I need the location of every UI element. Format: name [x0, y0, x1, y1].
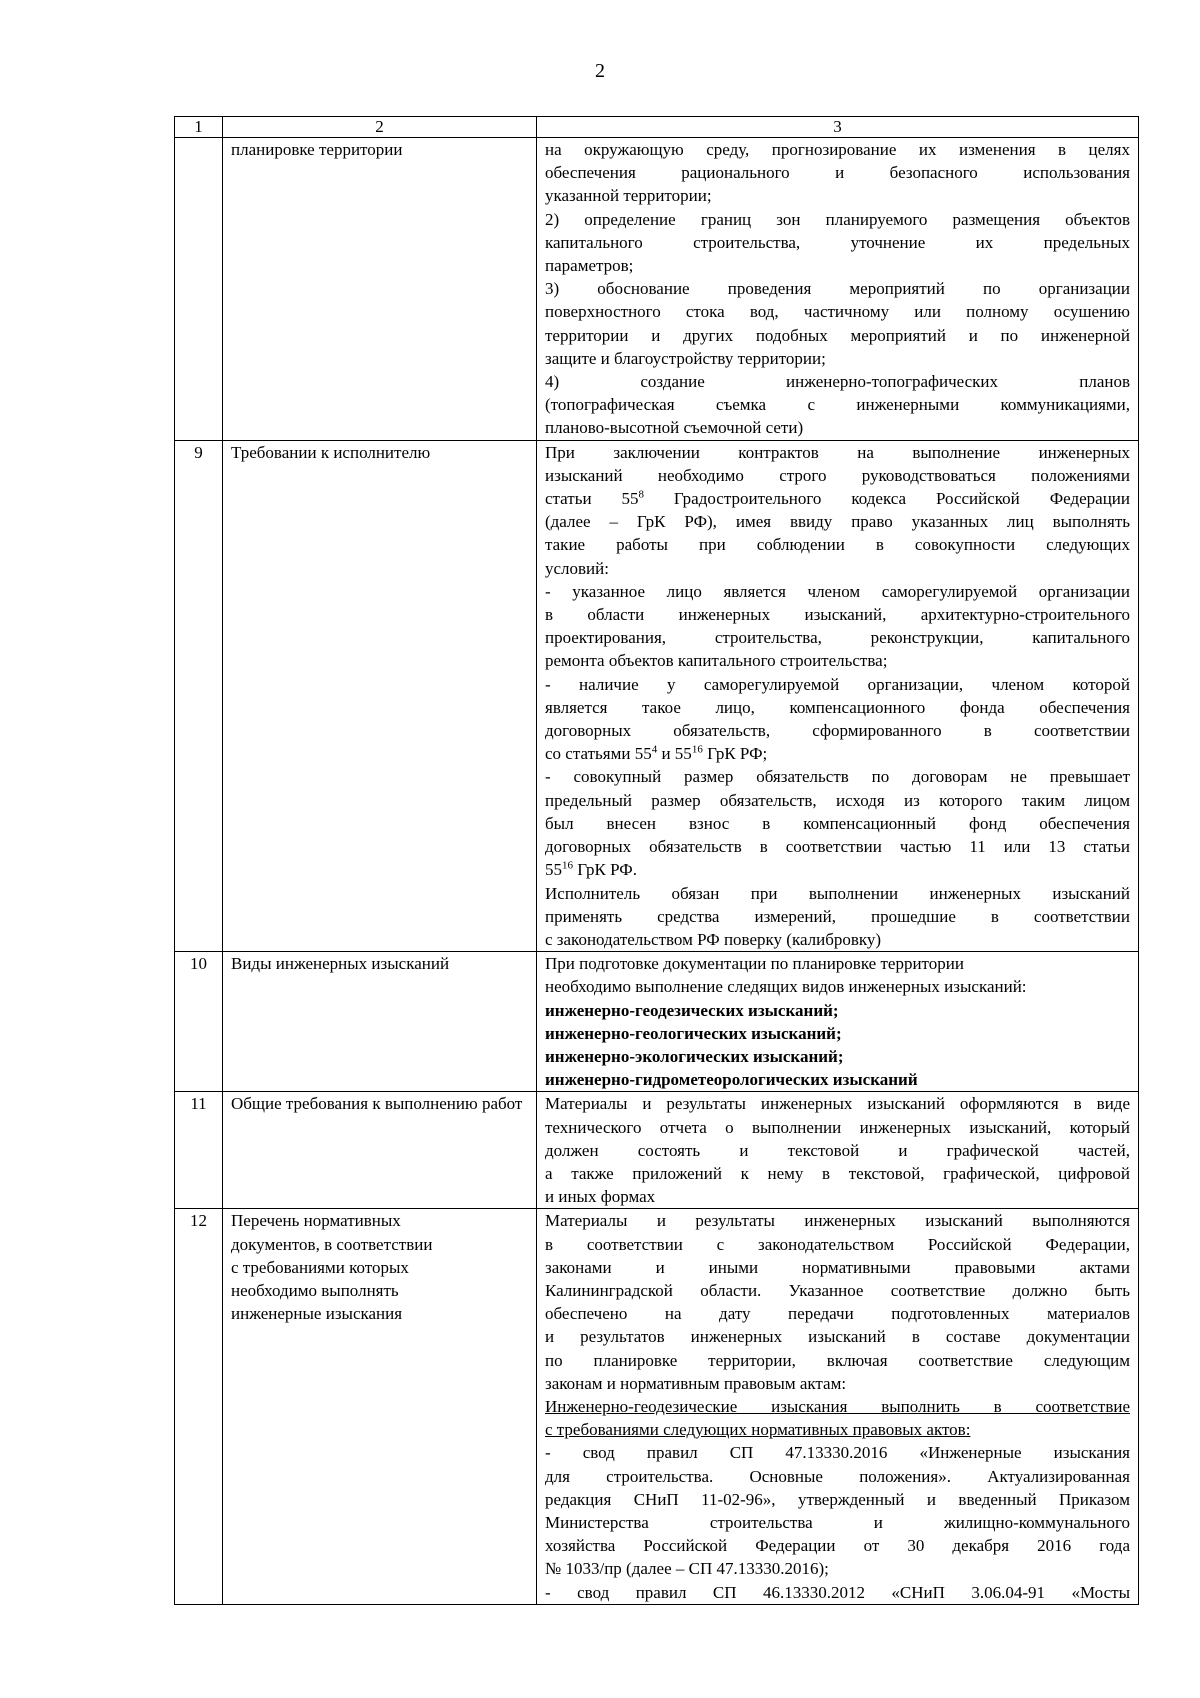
- row-title: [223, 1209, 537, 1604]
- row-content: [537, 440, 1139, 951]
- superscript: 4: [651, 743, 658, 756]
- text-line: и результатов инженерных изысканий в составе документации: [545, 1327, 1130, 1347]
- text-line: ремонта объектов капитального строительства;: [545, 651, 888, 671]
- header-col-3: 3: [537, 117, 1139, 138]
- row-title: Виды инженерных изысканий: [223, 952, 537, 1092]
- text-fragment: Градостроительного кодекса Российской Федерации: [644, 489, 1130, 509]
- row-title: планировке территории: [223, 138, 537, 441]
- text-line: Калининградской области. Указанное соответствие должно быть: [545, 1280, 1130, 1300]
- text-fragment: и 55: [657, 744, 692, 764]
- text-line: параметров;: [545, 256, 634, 276]
- table-row-11: [175, 1092, 1139, 1209]
- text-line: Материалы и результаты инженерных изысканий выполняются: [545, 1211, 1130, 1231]
- table-row-10: [175, 952, 1139, 1092]
- text-line: хозяйства Российской Федерации от 30 декабря 2016 года: [545, 1536, 1130, 1556]
- text-line: № 1033/пр (далее – СП 47.13330.2016);: [545, 1559, 829, 1579]
- text-line: территории и других подобных мероприятий и по инженерной: [545, 325, 1130, 345]
- text-line: на окружающую среду, прогнозирование их изменения в целях: [545, 140, 1130, 159]
- text-line: проектирования, строительства, реконструкции, капитального: [545, 628, 1130, 648]
- table-row-9: [175, 440, 1139, 951]
- table-header-row: [175, 117, 1139, 138]
- text-line: применять средства измерений, прошедшие в соответствии: [545, 906, 1130, 926]
- text-line: технического отчета о выполнении инженерных изысканий, который: [545, 1117, 1130, 1137]
- page-number: 2: [595, 60, 605, 82]
- text-line: При подготовке документации по планировке территории: [545, 954, 964, 974]
- text-line: редакция СНиП 11-02-96», утвержденный и введенный Приказом: [545, 1489, 1130, 1509]
- underlined-heading-line: с требованиями следующих нормативных правовых актов:: [545, 1420, 971, 1440]
- row-content: [537, 138, 1139, 441]
- title-line: с требованиями которых: [231, 1257, 409, 1277]
- text-line: законами и иными нормативными правовыми актами: [545, 1257, 1130, 1277]
- text-line: предельный размер обязательств, исходя из которого таким лицом: [545, 790, 1130, 810]
- text-fragment: 55: [545, 860, 562, 880]
- text-fragment: статьи 55: [545, 489, 639, 509]
- text-line: защите и благоустройству территории;: [545, 348, 826, 368]
- text-line: (топографическая съемка с инженерными коммуникациями,: [545, 395, 1130, 415]
- text-line: указанной территории;: [545, 186, 712, 206]
- text-line: - свод правил СП 46.13330.2012 «СНиП 3.06.04-91 «Мосты: [545, 1582, 1130, 1602]
- text-line: а также приложений к нему в текстовой, графической, цифровой: [545, 1163, 1130, 1183]
- text-line: обеспечено на дату передачи подготовленных материалов: [545, 1304, 1130, 1324]
- row-number: [175, 138, 223, 441]
- row-number: 9: [175, 440, 223, 951]
- text-line: Исполнитель обязан при выполнении инженерных изысканий: [545, 883, 1130, 903]
- text-line: [545, 742, 1130, 765]
- text-line: поверхностного стока вод, частичному или полному осушению: [545, 302, 1130, 322]
- requirements-table: [174, 116, 1139, 1605]
- title-line: необходимо выполнять: [231, 1280, 399, 1300]
- row-content: [537, 1209, 1139, 1604]
- text-line: Министерства строительства и жилищно-коммунального: [545, 1512, 1130, 1532]
- row-content: [537, 1092, 1139, 1209]
- text-line: (далее – ГрК РФ), имея ввиду право указанных лиц выполнять: [545, 512, 1130, 532]
- text-line: 4) создание инженерно-топографических планов: [545, 372, 1130, 392]
- text-line: При заключении контрактов на выполнение инженерных: [545, 442, 1130, 462]
- text-fragment: со статьями 55: [545, 744, 652, 764]
- header-col-2: 2: [223, 117, 537, 138]
- text-line: условий:: [545, 558, 609, 578]
- text-line: с законодательством РФ поверку (калибровку): [545, 929, 882, 949]
- text-line: капитального строительства, уточнение их предельных: [545, 232, 1130, 252]
- text-line: - совокупный размер обязательств по договорам не превышает: [545, 767, 1130, 787]
- text-line: изысканий необходимо строго руководствоваться положениями: [545, 465, 1130, 485]
- superscript: 16: [691, 743, 703, 756]
- text-line: планово-высотной съемочной сети): [545, 418, 804, 438]
- text-line: в области инженерных изысканий, архитектурно-строительного: [545, 605, 1130, 625]
- text-line: для строительства. Основные положения». Актуализированная: [545, 1466, 1130, 1486]
- table-row-12: [175, 1209, 1139, 1604]
- text-fragment: ГрК РФ;: [702, 744, 768, 764]
- text-line: необходимо выполнение следящих видов инженерных изысканий:: [545, 977, 1027, 997]
- underlined-heading-line: Инженерно-геодезические изыскания выполнить в соответствие: [545, 1396, 1130, 1416]
- text-line: - наличие у саморегулируемой организации, членом которой: [545, 674, 1130, 694]
- survey-type-geodetic: инженерно-геодезических изысканий;: [545, 1000, 839, 1020]
- title-line: документов, в соответствии: [231, 1234, 433, 1254]
- title-line: Перечень нормативных: [231, 1211, 401, 1231]
- text-line: 2) определение границ зон планируемого размещения объектов: [545, 209, 1130, 229]
- row-number: 12: [175, 1209, 223, 1604]
- text-line: и иных формах: [545, 1187, 656, 1207]
- title-line: инженерные изыскания: [231, 1304, 403, 1324]
- survey-type-hydrometeorological: инженерно-гидрометеорологических изысканий: [545, 1070, 918, 1090]
- text-line: - свод правил СП 47.13330.2016 «Инженерные изыскания: [545, 1443, 1130, 1463]
- text-line: [545, 487, 1130, 510]
- text-line: такие работы при соблюдении в совокупности следующих: [545, 535, 1130, 555]
- survey-type-geological: инженерно-геологических изысканий;: [545, 1023, 842, 1043]
- text-line: договорных обязательств в соответствии частью 11 или 13 статьи: [545, 837, 1130, 857]
- text-fragment: ГрК РФ.: [573, 860, 637, 880]
- header-col-1: 1: [175, 117, 223, 138]
- text-line: должен состоять и текстовой и графической частей,: [545, 1140, 1130, 1160]
- text-line: Материалы и результаты инженерных изысканий оформляются в виде: [545, 1094, 1130, 1114]
- text-line: по планировке территории, включая соответствие следующим: [545, 1350, 1130, 1370]
- row-content: [537, 952, 1139, 1092]
- row-number: 11: [175, 1092, 223, 1209]
- superscript: 16: [562, 859, 573, 872]
- text-line: - указанное лицо является членом саморегулируемой организации: [545, 581, 1130, 601]
- text-line: в соответствии с законодательством Российской Федерации,: [545, 1234, 1130, 1254]
- row-number: 10: [175, 952, 223, 1092]
- text-line: [545, 858, 1130, 881]
- text-line: обеспечения рационального и безопасного использования: [545, 163, 1130, 183]
- row-title: Общие требования к выполнению работ: [223, 1092, 537, 1209]
- text-line: был внесен взнос в компенсационный фонд обеспечения: [545, 813, 1130, 833]
- row-title: Требовании к исполнителю: [223, 440, 537, 951]
- text-line: 3) обоснование проведения мероприятий по организации: [545, 279, 1130, 299]
- table-row-continued: [175, 138, 1139, 441]
- survey-type-ecological: инженерно-экологических изысканий;: [545, 1046, 844, 1066]
- text-line: законам и нормативным правовым актам:: [545, 1373, 847, 1393]
- text-line: договорных обязательств, сформированного в соответствии: [545, 721, 1130, 741]
- text-line: является такое лицо, компенсационного фонда обеспечения: [545, 697, 1130, 717]
- superscript: 8: [638, 488, 644, 501]
